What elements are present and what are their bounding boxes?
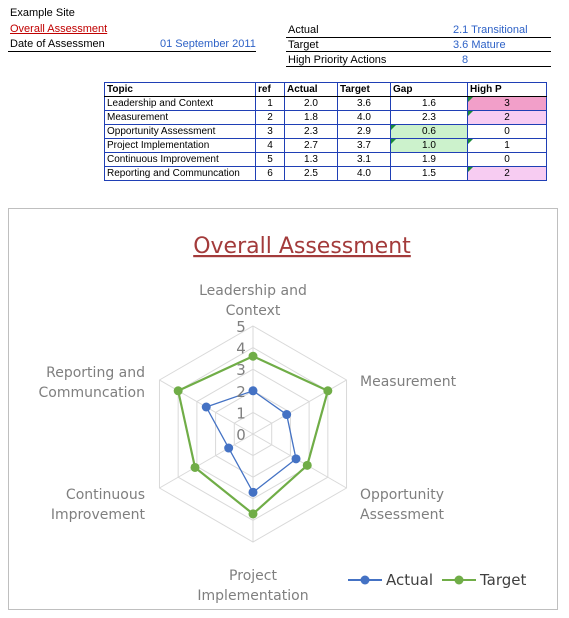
category-label: Opportunity Assessment	[360, 487, 445, 523]
col-high-p: High P	[468, 83, 547, 97]
axis-spoke	[253, 380, 347, 434]
cell-actual[interactable]: 1.3	[285, 153, 338, 167]
cell-target[interactable]: 3.1	[338, 153, 391, 167]
cell-actual[interactable]: 2.0	[285, 97, 338, 111]
category-label: Continuous Improvement	[50, 487, 145, 523]
category-label: Measurement	[360, 374, 457, 390]
topic-table	[104, 82, 547, 181]
cell-gap[interactable]: 1.5	[391, 167, 468, 181]
table-row	[105, 97, 547, 111]
col-target: Target	[338, 83, 391, 97]
actual-underline	[286, 37, 551, 38]
series-line-actual	[206, 391, 296, 493]
chart-legend	[348, 571, 527, 589]
cell-topic[interactable]: Measurement	[105, 111, 256, 125]
data-point-actual	[292, 454, 301, 463]
target-underline	[286, 51, 551, 52]
radar-category-labels	[39, 283, 457, 604]
data-point-actual	[282, 410, 291, 419]
cell-gap[interactable]: 1.6	[391, 97, 468, 111]
table-row	[105, 167, 547, 181]
hp-value[interactable]: 8	[462, 54, 469, 66]
data-point-target	[249, 509, 258, 518]
date-value[interactable]: 01 September 2011	[160, 38, 256, 50]
cell-ref[interactable]: 4	[256, 139, 285, 153]
tick-label: 5	[236, 318, 246, 336]
cell-topic[interactable]: Project Implementation	[105, 139, 256, 153]
target-value[interactable]: 3.6 Mature	[453, 39, 506, 51]
cell-gap[interactable]: 2.3	[391, 111, 468, 125]
cell-actual[interactable]: 2.7	[285, 139, 338, 153]
cell-actual[interactable]: 2.5	[285, 167, 338, 181]
legend-marker-actual	[361, 576, 370, 585]
chart-title: Overall Assessment	[193, 234, 411, 259]
data-point-target	[174, 386, 183, 395]
hp-underline	[286, 66, 551, 67]
cell-topic[interactable]: Reporting and Communcation	[105, 167, 256, 181]
target-label: Target	[288, 39, 319, 51]
data-point-actual	[249, 488, 258, 497]
data-point-actual	[224, 444, 233, 453]
date-label: Date of Assessmen	[10, 38, 105, 50]
category-label: Leadership and Context	[199, 283, 307, 319]
data-point-target	[191, 463, 200, 472]
cell-topic[interactable]: Leadership and Context	[105, 97, 256, 111]
site-name: Example Site	[10, 7, 75, 19]
radar-chart-box[interactable]	[8, 208, 558, 610]
cell-ref[interactable]: 6	[256, 167, 285, 181]
cell-target[interactable]: 4.0	[338, 167, 391, 181]
cell-actual[interactable]: 1.8	[285, 111, 338, 125]
legend-label-target: Target	[480, 571, 527, 589]
tick-label: 3	[236, 361, 246, 380]
cell-high-p[interactable]: 2	[468, 167, 547, 181]
cell-gap[interactable]: 1.0	[391, 139, 468, 153]
cell-high-p[interactable]: 0	[468, 153, 547, 167]
cell-high-p[interactable]: 2	[468, 111, 547, 125]
cell-high-p[interactable]: 1	[468, 139, 547, 153]
data-point-target	[323, 386, 332, 395]
table-row	[105, 139, 547, 153]
col-actual: Actual	[285, 83, 338, 97]
date-underline	[8, 51, 256, 52]
tick-label: 0	[236, 426, 246, 444]
cell-gap[interactable]: 1.9	[391, 153, 468, 167]
cell-ref[interactable]: 2	[256, 111, 285, 125]
cell-ref[interactable]: 5	[256, 153, 285, 167]
table-row	[105, 153, 547, 167]
actual-label: Actual	[288, 24, 319, 36]
radar-chart	[9, 209, 557, 609]
cell-gap[interactable]: 0.6	[391, 125, 468, 139]
tick-label: 4	[236, 339, 246, 358]
category-label: Reporting and Communcation	[38, 365, 145, 401]
cell-actual[interactable]: 2.3	[285, 125, 338, 139]
table-row	[105, 111, 547, 125]
data-point-target	[303, 461, 312, 470]
table-row	[105, 125, 547, 139]
data-point-target	[249, 352, 258, 361]
radar-tick-labels	[236, 318, 246, 444]
cell-target[interactable]: 3.7	[338, 139, 391, 153]
data-point-actual	[249, 386, 258, 395]
col-gap: Gap	[391, 83, 468, 97]
cell-high-p[interactable]: 0	[468, 125, 547, 139]
cell-high-p[interactable]: 3	[468, 97, 547, 111]
cell-target[interactable]: 2.9	[338, 125, 391, 139]
data-point-actual	[202, 403, 211, 412]
actual-value[interactable]: 2.1 Transitional	[453, 24, 528, 36]
cell-ref[interactable]: 1	[256, 97, 285, 111]
cell-ref[interactable]: 3	[256, 125, 285, 139]
hp-label: High Priority Actions	[288, 54, 387, 66]
col-ref: ref	[256, 83, 285, 97]
tick-label: 1	[236, 404, 246, 423]
table-header-row	[105, 83, 547, 97]
legend-label-actual: Actual	[386, 571, 433, 589]
cell-target[interactable]: 3.6	[338, 97, 391, 111]
tick-label: 2	[236, 382, 246, 401]
cell-topic[interactable]: Opportunity Assessment	[105, 125, 256, 139]
legend-marker-target	[455, 576, 464, 585]
cell-target[interactable]: 4.0	[338, 111, 391, 125]
category-label: Project Implementation	[197, 568, 309, 604]
col-topic: Topic	[105, 83, 256, 97]
overall-assessment-link[interactable]: Overall Assessment	[10, 23, 108, 35]
cell-topic[interactable]: Continuous Improvement	[105, 153, 256, 167]
